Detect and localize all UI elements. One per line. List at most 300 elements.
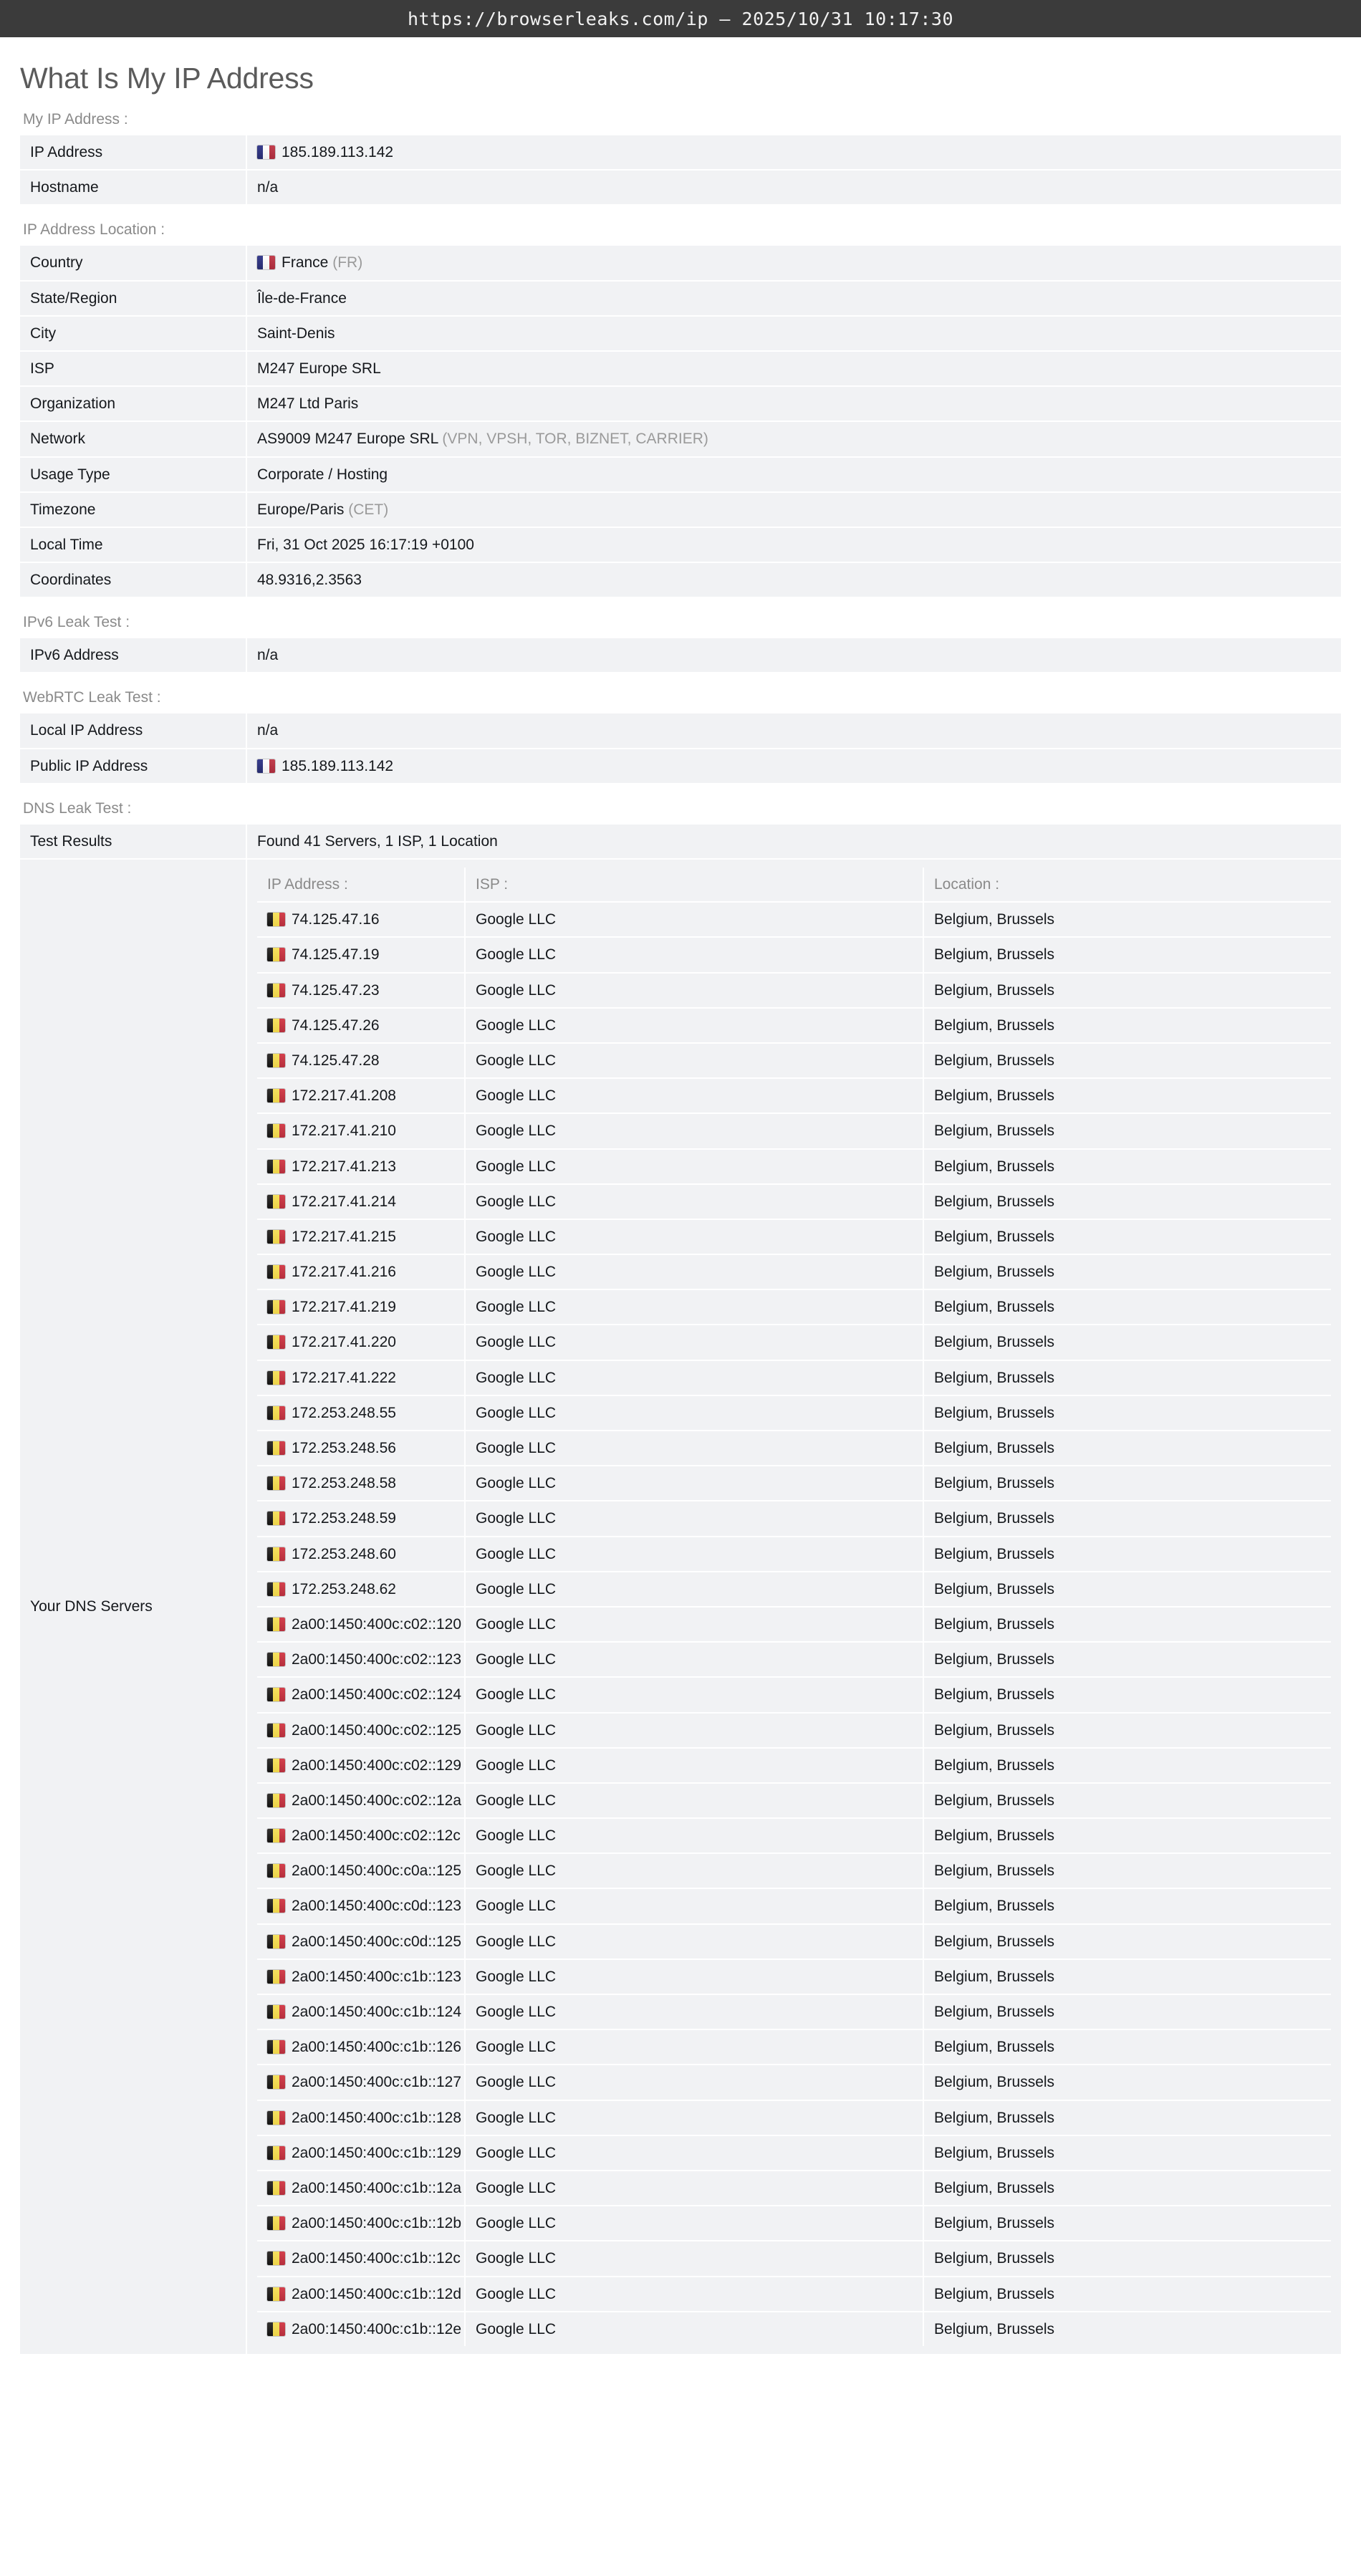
dns-server-ip bbox=[257, 2135, 465, 2171]
dns-server-ip bbox=[257, 1113, 465, 1148]
dns-server-row bbox=[257, 2312, 1331, 2346]
location-row-label: Coordinates bbox=[20, 562, 246, 597]
dns-server-row bbox=[257, 1818, 1331, 1853]
dns-server-ip bbox=[257, 2277, 465, 2312]
dns-server-ip-text: 172.217.41.208 bbox=[292, 1087, 396, 1105]
dns-server-isp: Google LLC bbox=[465, 1818, 923, 1853]
location-value-text: 48.9316,2.3563 bbox=[257, 572, 362, 589]
dns-server-row bbox=[257, 1113, 1331, 1148]
dns-server-ip-text: 2a00:1450:400c:c1b::12b bbox=[292, 2215, 462, 2232]
dns-server-isp: Google LLC bbox=[465, 2312, 923, 2346]
location-row-label: State/Region bbox=[20, 281, 246, 316]
country-flag-icon bbox=[267, 2075, 285, 2089]
dns-server-row bbox=[257, 2171, 1331, 2206]
dns-server-ip-text: 74.125.47.16 bbox=[292, 911, 380, 928]
country-flag-icon bbox=[267, 2146, 285, 2160]
dns-server-row bbox=[257, 1853, 1331, 1888]
dns-server-ip bbox=[257, 902, 465, 937]
webrtc-leak-row-label: Public IP Address bbox=[20, 749, 246, 784]
dns-server-row bbox=[257, 937, 1331, 972]
dns-server-isp: Google LLC bbox=[465, 1113, 923, 1148]
dns-server-isp: Google LLC bbox=[465, 1677, 923, 1712]
dns-server-ip bbox=[257, 1537, 465, 1572]
dns-server-location: Belgium, Brussels bbox=[923, 2277, 1331, 2312]
dns-server-row bbox=[257, 902, 1331, 937]
dns-server-ip-text: 172.217.41.220 bbox=[292, 1334, 396, 1351]
country-flag-icon bbox=[267, 1759, 285, 1772]
location-value-text: Fri, 31 Oct 2025 16:17:19 +0100 bbox=[257, 536, 474, 553]
country-flag-icon bbox=[267, 1335, 285, 1349]
dns-server-ip bbox=[257, 1924, 465, 1959]
country-flag-icon bbox=[257, 145, 275, 159]
dns-server-row bbox=[257, 2241, 1331, 2276]
page-content bbox=[0, 62, 1361, 2384]
dns-server-ip bbox=[257, 1501, 465, 1536]
dns-server-row bbox=[257, 1642, 1331, 1677]
location-value-text: Île-de-France bbox=[257, 289, 347, 307]
country-flag-icon bbox=[267, 1794, 285, 1807]
dns-server-row bbox=[257, 1219, 1331, 1254]
dns-server-ip-text: 2a00:1450:400c:c0a::125 bbox=[292, 1863, 462, 1880]
webrtc-leak-table bbox=[20, 713, 1341, 784]
table-row bbox=[20, 492, 1341, 527]
dns-header-row bbox=[257, 868, 1331, 902]
dns-server-ip-text: 2a00:1450:400c:c02::12a bbox=[292, 1792, 462, 1809]
dns-server-row bbox=[257, 2065, 1331, 2100]
dns-server-location: Belgium, Brussels bbox=[923, 1325, 1331, 1360]
country-flag-icon bbox=[267, 1724, 285, 1737]
country-flag-icon bbox=[267, 2181, 285, 2195]
table-row bbox=[20, 135, 1341, 170]
location-row-label: Local Time bbox=[20, 527, 246, 562]
country-flag-icon bbox=[267, 984, 285, 997]
dns-server-row bbox=[257, 1713, 1331, 1748]
dns-server-isp: Google LLC bbox=[465, 1748, 923, 1783]
dns-server-location: Belgium, Brussels bbox=[923, 2312, 1331, 2346]
webrtc-leak-row-value bbox=[246, 713, 1341, 748]
location-row-value bbox=[246, 386, 1341, 421]
country-flag-icon bbox=[267, 1688, 285, 1701]
dns-server-ip bbox=[257, 1008, 465, 1043]
dns-server-ip-text: 2a00:1450:400c:c02::125 bbox=[292, 1721, 462, 1739]
dns-server-location: Belgium, Brussels bbox=[923, 2100, 1331, 2135]
dns-server-location: Belgium, Brussels bbox=[923, 1360, 1331, 1395]
country-flag-icon bbox=[267, 1195, 285, 1208]
dns-server-isp: Google LLC bbox=[465, 1607, 923, 1642]
dns-server-row bbox=[257, 2100, 1331, 2135]
dns-server-location: Belgium, Brussels bbox=[923, 2065, 1331, 2100]
dns-server-location: Belgium, Brussels bbox=[923, 1572, 1331, 1607]
dns-server-row bbox=[257, 1008, 1331, 1043]
location-row-label: Organization bbox=[20, 386, 246, 421]
ipv6-leak-value-text: n/a bbox=[257, 647, 279, 664]
country-flag-icon bbox=[267, 1406, 285, 1420]
dns-servers-label: Your DNS Servers bbox=[20, 859, 246, 2355]
dns-server-isp: Google LLC bbox=[465, 1149, 923, 1184]
dns-server-location: Belgium, Brussels bbox=[923, 1888, 1331, 1923]
dns-server-isp: Google LLC bbox=[465, 2241, 923, 2276]
dns-server-isp: Google LLC bbox=[465, 1431, 923, 1466]
dns-server-row bbox=[257, 2029, 1331, 2065]
table-row bbox=[20, 457, 1341, 492]
dns-server-isp: Google LLC bbox=[465, 937, 923, 972]
dns-server-ip bbox=[257, 1888, 465, 1923]
dns-server-ip-text: 2a00:1450:400c:c1b::12e bbox=[292, 2320, 462, 2337]
country-flag-icon bbox=[257, 759, 275, 773]
dns-server-ip bbox=[257, 1748, 465, 1783]
dns-server-isp: Google LLC bbox=[465, 1043, 923, 1078]
dns-server-location: Belgium, Brussels bbox=[923, 1853, 1331, 1888]
dns-server-ip-text: 2a00:1450:400c:c1b::12d bbox=[292, 2285, 462, 2302]
dns-server-ip-text: 172.253.248.58 bbox=[292, 1475, 396, 1492]
webrtc-leak-value-text: 185.189.113.142 bbox=[282, 757, 394, 774]
dns-server-location: Belgium, Brussels bbox=[923, 2029, 1331, 2065]
dns-server-row bbox=[257, 1431, 1331, 1466]
dns-server-ip bbox=[257, 937, 465, 972]
table-row bbox=[20, 281, 1341, 316]
dns-server-row bbox=[257, 1537, 1331, 1572]
dns-server-ip bbox=[257, 2065, 465, 2100]
my-ip-table bbox=[20, 135, 1341, 206]
dns-col-header-ip: IP Address : bbox=[257, 868, 465, 902]
dns-server-location: Belgium, Brussels bbox=[923, 937, 1331, 972]
dns-server-location: Belgium, Brussels bbox=[923, 1713, 1331, 1748]
dns-server-ip-text: 2a00:1450:400c:c1b::127 bbox=[292, 2074, 462, 2091]
dns-server-row bbox=[257, 1289, 1331, 1325]
dns-server-location: Belgium, Brussels bbox=[923, 1184, 1331, 1219]
location-row-label: Usage Type bbox=[20, 457, 246, 492]
country-flag-icon bbox=[267, 2287, 285, 2301]
dns-server-row bbox=[257, 1501, 1331, 1536]
my-ip-row-label: Hostname bbox=[20, 170, 246, 205]
country-flag-icon bbox=[267, 1547, 285, 1561]
location-row-label: Network bbox=[20, 421, 246, 456]
location-value-suffix: (VPN, VPSH, TOR, BIZNET, CARRIER) bbox=[442, 431, 708, 448]
location-row-label: City bbox=[20, 316, 246, 351]
dns-server-row bbox=[257, 1924, 1331, 1959]
dns-server-row bbox=[257, 1994, 1331, 2029]
dns-server-row bbox=[257, 1395, 1331, 1431]
dns-server-isp: Google LLC bbox=[465, 1572, 923, 1607]
dns-server-location: Belgium, Brussels bbox=[923, 1008, 1331, 1043]
dns-server-ip bbox=[257, 973, 465, 1008]
table-row bbox=[20, 421, 1341, 456]
location-row-label: Country bbox=[20, 246, 246, 280]
country-flag-icon bbox=[267, 1899, 285, 1913]
my-ip-row-value bbox=[246, 170, 1341, 205]
dns-server-row bbox=[257, 973, 1331, 1008]
url-timestamp-bar bbox=[0, 0, 1361, 37]
my-ip-row-label: IP Address bbox=[20, 135, 246, 170]
dns-server-ip bbox=[257, 2206, 465, 2241]
dns-server-location: Belgium, Brussels bbox=[923, 1219, 1331, 1254]
dns-server-ip-text: 74.125.47.26 bbox=[292, 1017, 380, 1034]
page-title: What Is My IP Address bbox=[20, 62, 314, 95]
dns-server-isp: Google LLC bbox=[465, 1994, 923, 2029]
location-row-value bbox=[246, 316, 1341, 351]
location-row-value bbox=[246, 457, 1341, 492]
my-ip-value-text: n/a bbox=[257, 179, 279, 196]
location-row-value bbox=[246, 351, 1341, 386]
dns-server-ip-text: 74.125.47.23 bbox=[292, 981, 380, 999]
dns-server-ip bbox=[257, 1607, 465, 1642]
dns-server-row bbox=[257, 1959, 1331, 1994]
dns-server-isp: Google LLC bbox=[465, 1254, 923, 1289]
dns-servers-cell bbox=[246, 859, 1341, 2355]
country-flag-icon bbox=[267, 1124, 285, 1138]
dns-server-ip-text: 172.217.41.210 bbox=[292, 1123, 396, 1140]
webrtc-leak-value-text: n/a bbox=[257, 722, 279, 739]
dns-server-isp: Google LLC bbox=[465, 1184, 923, 1219]
dns-server-isp: Google LLC bbox=[465, 1537, 923, 1572]
dns-server-ip-text: 172.217.41.213 bbox=[292, 1158, 396, 1175]
country-flag-icon bbox=[267, 913, 285, 926]
dns-server-row bbox=[257, 1184, 1331, 1219]
dns-server-ip-text: 2a00:1450:400c:c02::120 bbox=[292, 1615, 462, 1633]
dns-server-location: Belgium, Brussels bbox=[923, 1642, 1331, 1677]
dns-server-isp: Google LLC bbox=[465, 1959, 923, 1994]
location-row-value bbox=[246, 421, 1341, 456]
dns-server-ip bbox=[257, 1994, 465, 2029]
dns-server-location: Belgium, Brussels bbox=[923, 1113, 1331, 1148]
dns-server-location: Belgium, Brussels bbox=[923, 1254, 1331, 1289]
dns-server-ip bbox=[257, 1325, 465, 1360]
country-flag-icon bbox=[267, 1512, 285, 1525]
location-row-value bbox=[246, 562, 1341, 597]
dns-server-ip bbox=[257, 1783, 465, 1818]
dns-server-location: Belgium, Brussels bbox=[923, 973, 1331, 1008]
ipv6-leak-table bbox=[20, 638, 1341, 673]
dns-server-location: Belgium, Brussels bbox=[923, 1395, 1331, 1431]
dns-server-ip bbox=[257, 2029, 465, 2065]
dns-server-isp: Google LLC bbox=[465, 2277, 923, 2312]
location-row-value bbox=[246, 246, 1341, 280]
dns-server-ip bbox=[257, 1219, 465, 1254]
country-flag-icon bbox=[267, 1265, 285, 1279]
section-caption-my-ip: My IP Address : bbox=[23, 111, 128, 128]
dns-server-location: Belgium, Brussels bbox=[923, 1466, 1331, 1501]
table-row bbox=[20, 170, 1341, 205]
dns-server-row bbox=[257, 1149, 1331, 1184]
table-row bbox=[20, 527, 1341, 562]
dns-server-location: Belgium, Brussels bbox=[923, 1078, 1331, 1113]
table-row bbox=[20, 562, 1341, 597]
dns-server-ip bbox=[257, 1043, 465, 1078]
dns-server-ip-text: 172.253.248.56 bbox=[292, 1440, 396, 1456]
dns-server-row bbox=[257, 1572, 1331, 1607]
dns-server-ip bbox=[257, 1289, 465, 1325]
dns-server-isp: Google LLC bbox=[465, 2100, 923, 2135]
location-row-label: ISP bbox=[20, 351, 246, 386]
dns-server-row bbox=[257, 1360, 1331, 1395]
dns-server-ip bbox=[257, 1853, 465, 1888]
dns-server-location: Belgium, Brussels bbox=[923, 1289, 1331, 1325]
dns-server-location: Belgium, Brussels bbox=[923, 1959, 1331, 1994]
country-flag-icon bbox=[267, 1935, 285, 1948]
dns-server-ip-text: 2a00:1450:400c:c1b::124 bbox=[292, 2004, 462, 2020]
dns-server-row bbox=[257, 2277, 1331, 2312]
dns-server-ip bbox=[257, 1466, 465, 1501]
dns-server-isp: Google LLC bbox=[465, 1501, 923, 1536]
dns-server-ip bbox=[257, 1642, 465, 1677]
dns-server-isp: Google LLC bbox=[465, 1924, 923, 1959]
dns-server-ip bbox=[257, 1184, 465, 1219]
country-flag-icon bbox=[267, 1371, 285, 1385]
location-value-text: Saint-Denis bbox=[257, 325, 335, 342]
dns-server-ip bbox=[257, 1431, 465, 1466]
dns-server-ip-text: 2a00:1450:400c:c02::129 bbox=[292, 1756, 462, 1774]
dns-server-ip-text: 74.125.47.28 bbox=[292, 1052, 380, 1069]
dns-server-ip bbox=[257, 1360, 465, 1395]
dns-server-ip-text: 2a00:1450:400c:c0d::125 bbox=[292, 1933, 462, 1950]
dns-server-ip bbox=[257, 2171, 465, 2206]
country-flag-icon bbox=[267, 2005, 285, 2019]
dns-server-location: Belgium, Brussels bbox=[923, 2135, 1331, 2171]
dns-server-isp: Google LLC bbox=[465, 1289, 923, 1325]
dns-server-ip bbox=[257, 1254, 465, 1289]
section-caption-location: IP Address Location : bbox=[23, 221, 165, 239]
dns-server-location: Belgium, Brussels bbox=[923, 1994, 1331, 2029]
dns-server-location: Belgium, Brussels bbox=[923, 1748, 1331, 1783]
my-ip-row-value bbox=[246, 135, 1341, 170]
dns-server-ip bbox=[257, 2241, 465, 2276]
dns-server-isp: Google LLC bbox=[465, 1853, 923, 1888]
dns-server-ip-text: 2a00:1450:400c:c1b::123 bbox=[292, 1968, 462, 1985]
dns-server-ip bbox=[257, 1959, 465, 1994]
dns-test-results-value: Found 41 Servers, 1 ISP, 1 Location bbox=[246, 825, 1341, 859]
country-flag-icon bbox=[267, 2111, 285, 2125]
country-flag-icon bbox=[267, 948, 285, 961]
dns-server-isp: Google LLC bbox=[465, 1078, 923, 1113]
dns-server-ip-text: 172.253.248.62 bbox=[292, 1580, 396, 1597]
dns-server-ip-text: 74.125.47.19 bbox=[292, 946, 380, 963]
dns-server-row bbox=[257, 1325, 1331, 1360]
table-row bbox=[20, 246, 1341, 280]
location-row-value bbox=[246, 527, 1341, 562]
dns-server-row bbox=[257, 1677, 1331, 1712]
dns-server-location: Belgium, Brussels bbox=[923, 2241, 1331, 2276]
table-row bbox=[20, 859, 1341, 2355]
dns-server-row bbox=[257, 1607, 1331, 1642]
country-flag-icon bbox=[267, 1582, 285, 1596]
dns-server-row bbox=[257, 1748, 1331, 1783]
dns-server-isp: Google LLC bbox=[465, 2206, 923, 2241]
dns-server-location: Belgium, Brussels bbox=[923, 2171, 1331, 2206]
dns-servers-table bbox=[257, 868, 1331, 2346]
section-caption-dns-leak: DNS Leak Test : bbox=[23, 799, 132, 817]
dns-server-row bbox=[257, 1043, 1331, 1078]
location-row-value bbox=[246, 281, 1341, 316]
dns-server-isp: Google LLC bbox=[465, 2171, 923, 2206]
dns-server-isp: Google LLC bbox=[465, 1325, 923, 1360]
dns-server-isp: Google LLC bbox=[465, 1008, 923, 1043]
my-ip-value-text: 185.189.113.142 bbox=[282, 144, 394, 160]
country-flag-icon bbox=[267, 1160, 285, 1173]
table-row bbox=[20, 316, 1341, 351]
country-flag-icon bbox=[267, 2040, 285, 2054]
country-flag-icon bbox=[267, 1054, 285, 1067]
dns-server-ip-text: 172.217.41.219 bbox=[292, 1299, 396, 1316]
dns-server-location: Belgium, Brussels bbox=[923, 1537, 1331, 1572]
dns-server-ip-text: 2a00:1450:400c:c02::124 bbox=[292, 1686, 462, 1703]
location-value-suffix: (CET) bbox=[348, 501, 389, 518]
dns-server-isp: Google LLC bbox=[465, 1713, 923, 1748]
dns-server-isp: Google LLC bbox=[465, 2135, 923, 2171]
dns-server-ip bbox=[257, 1572, 465, 1607]
country-flag-icon bbox=[267, 1019, 285, 1032]
country-flag-icon bbox=[267, 1300, 285, 1314]
dns-server-location: Belgium, Brussels bbox=[923, 902, 1331, 937]
dns-server-ip bbox=[257, 1818, 465, 1853]
dns-server-isp: Google LLC bbox=[465, 1466, 923, 1501]
location-row-label: Timezone bbox=[20, 492, 246, 527]
dns-server-ip-text: 2a00:1450:400c:c0d::123 bbox=[292, 1898, 462, 1915]
dns-server-ip-text: 2a00:1450:400c:c1b::129 bbox=[292, 2144, 462, 2161]
location-value-text: Europe/Paris bbox=[257, 501, 345, 518]
dns-server-isp: Google LLC bbox=[465, 1642, 923, 1677]
location-value-text: France bbox=[282, 254, 329, 271]
dns-server-location: Belgium, Brussels bbox=[923, 2206, 1331, 2241]
dns-server-row bbox=[257, 2206, 1331, 2241]
dns-server-row bbox=[257, 2135, 1331, 2171]
location-value-text: Corporate / Hosting bbox=[257, 466, 388, 483]
dns-leak-table bbox=[20, 825, 1341, 2355]
dns-server-location: Belgium, Brussels bbox=[923, 1677, 1331, 1712]
location-table bbox=[20, 246, 1341, 598]
dns-server-location: Belgium, Brussels bbox=[923, 1043, 1331, 1078]
webrtc-leak-row-label: Local IP Address bbox=[20, 713, 246, 748]
country-flag-icon bbox=[267, 2216, 285, 2230]
dns-server-isp: Google LLC bbox=[465, 2065, 923, 2100]
dns-server-location: Belgium, Brussels bbox=[923, 1924, 1331, 1959]
dns-server-isp: Google LLC bbox=[465, 1395, 923, 1431]
dns-server-ip-text: 2a00:1450:400c:c02::12c bbox=[292, 1827, 461, 1845]
location-value-text: AS9009 M247 Europe SRL bbox=[257, 431, 438, 448]
dns-server-row bbox=[257, 1783, 1331, 1818]
dns-server-location: Belgium, Brussels bbox=[923, 1501, 1331, 1536]
country-flag-icon bbox=[267, 1864, 285, 1878]
dns-server-ip-text: 172.217.41.215 bbox=[292, 1228, 396, 1245]
dns-server-row bbox=[257, 1078, 1331, 1113]
table-row bbox=[20, 351, 1341, 386]
location-value-text: M247 Europe SRL bbox=[257, 360, 381, 377]
dns-server-ip-text: 2a00:1450:400c:c1b::126 bbox=[292, 2039, 462, 2056]
dns-server-ip-text: 172.253.248.59 bbox=[292, 1510, 396, 1527]
country-flag-icon bbox=[267, 1618, 285, 1631]
dns-server-ip bbox=[257, 1149, 465, 1184]
table-row bbox=[20, 386, 1341, 421]
country-flag-icon bbox=[267, 1441, 285, 1455]
dns-server-ip bbox=[257, 1078, 465, 1113]
country-flag-icon bbox=[267, 1653, 285, 1666]
dns-server-location: Belgium, Brussels bbox=[923, 1431, 1331, 1466]
section-caption-ipv6-leak: IPv6 Leak Test : bbox=[23, 614, 130, 631]
country-flag-icon bbox=[267, 1829, 285, 1842]
dns-server-location: Belgium, Brussels bbox=[923, 1607, 1331, 1642]
dns-server-location: Belgium, Brussels bbox=[923, 1818, 1331, 1853]
dns-server-isp: Google LLC bbox=[465, 1783, 923, 1818]
dns-col-header-isp: ISP : bbox=[465, 868, 923, 902]
dns-server-ip-text: 2a00:1450:400c:c1b::12c bbox=[292, 2250, 461, 2267]
dns-server-location: Belgium, Brussels bbox=[923, 1783, 1331, 1818]
dns-server-ip-text: 172.253.248.60 bbox=[292, 1545, 396, 1562]
table-row bbox=[20, 713, 1341, 748]
dns-server-ip bbox=[257, 2312, 465, 2346]
country-flag-icon bbox=[267, 1230, 285, 1244]
dns-server-ip-text: 2a00:1450:400c:c02::123 bbox=[292, 1651, 462, 1668]
table-row bbox=[20, 638, 1341, 673]
ipv6-leak-row-value bbox=[246, 638, 1341, 673]
